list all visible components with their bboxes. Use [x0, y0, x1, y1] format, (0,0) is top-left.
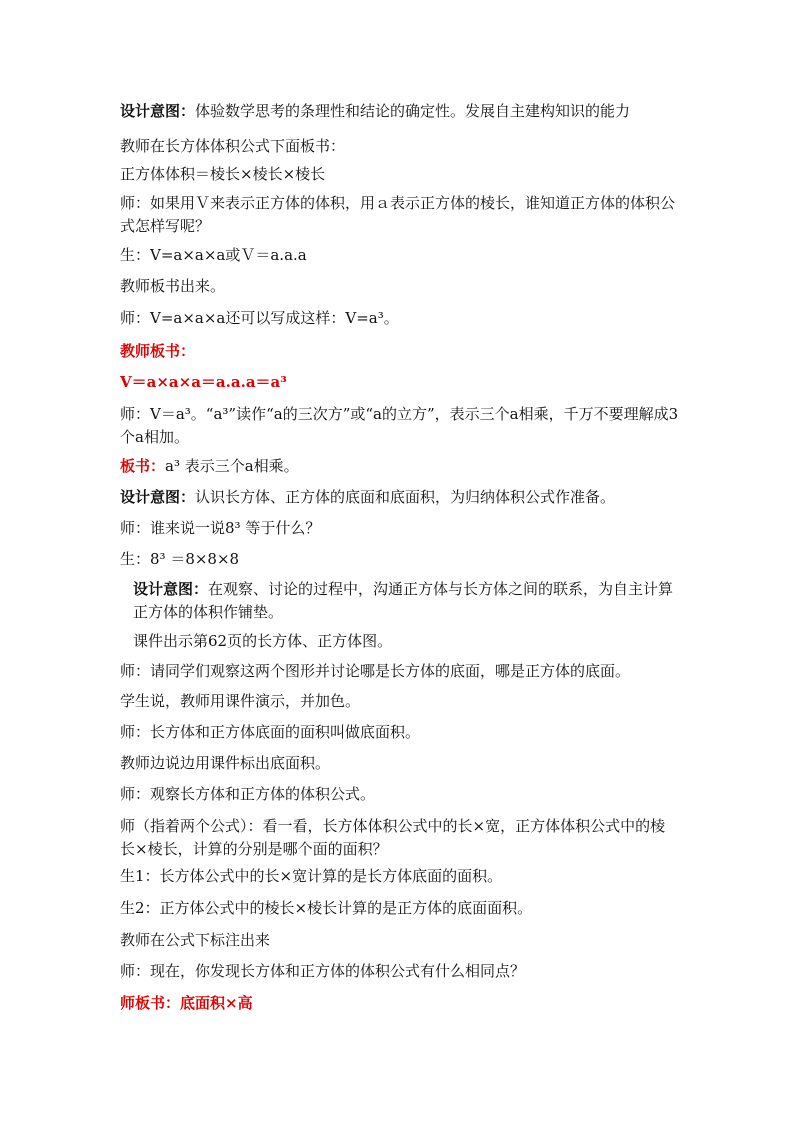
paragraph-text: 教师板书出来。	[120, 277, 226, 295]
paragraph-text: 教师在公式下标注出来	[120, 931, 271, 949]
design-intent-label: 设计意图：	[120, 102, 196, 120]
paragraph-text: 师：长方体和正方体底面的面积叫做底面积。	[120, 723, 421, 741]
paragraph-text: 师：请同学们观察这两个图形并讨论哪是长方体的底面，哪是正方体的底面。	[120, 662, 631, 680]
paragraph-board	[120, 455, 680, 478]
paragraph-text: 师：谁来说一说8³ 等于什么？	[120, 519, 321, 537]
paragraph-design-intent-1	[120, 100, 680, 123]
paragraph	[120, 403, 680, 449]
paragraph-text: 师：V＝a³。“a³”读作“a的三次方”或“a的立方”，表示三个a相乘，千万不要理解成3个a相加。	[120, 405, 679, 446]
paragraph-text: 师：如果用Ｖ来表示正方体的体积，用ａ表示正方体的棱长，谁知道正方体的体积公式怎样写呢？	[120, 194, 676, 235]
paragraph-text: 教师边说边用课件标出底面积。	[120, 754, 331, 772]
paragraph	[120, 135, 680, 158]
paragraph-design-intent-3	[133, 578, 680, 624]
paragraph-text: 师：现在，你发现长方体和正方体的体积公式有什么相同点？	[120, 962, 526, 980]
paragraph	[120, 307, 680, 330]
board-label: 板书：	[120, 457, 166, 475]
paragraph-text: 在观察、讨论的过程中，沟通正方体与长方体之间的联系，为自主计算正方体的体积作铺垫。	[133, 580, 674, 621]
paragraph	[120, 897, 680, 920]
paragraph-text: 认识长方体、正方体的底面和底面积，为归纳体积公式作准备。	[195, 488, 616, 506]
paragraph	[120, 192, 680, 238]
paragraph	[120, 783, 680, 806]
design-intent-label: 设计意图：	[133, 580, 209, 598]
paragraph-text: 生1：长方体公式中的长×宽计算的是长方体底面的面积。	[120, 867, 503, 885]
paragraph	[120, 163, 680, 186]
paragraph	[120, 660, 680, 683]
board-label: 教师板书：	[120, 342, 196, 360]
paragraph	[120, 815, 680, 861]
paragraph-text: 教师在长方体体积公式下面板书：	[120, 137, 346, 155]
paragraph	[120, 517, 680, 540]
paragraph-text: 生2：正方体公式中的棱长×棱长计算的是正方体的底面面积。	[120, 899, 533, 917]
board-label: 师板书：	[120, 994, 181, 1012]
paragraph-text: 学生说，教师用课件演示，并加色。	[120, 692, 361, 710]
paragraph-text: 师：观察长方体和正方体的体积公式。	[120, 785, 376, 803]
paragraph-text: 课件出示第62页的长方体、正方体图。	[133, 632, 393, 650]
paragraph	[120, 721, 680, 744]
paragraph	[133, 630, 693, 653]
paragraph-board-final	[120, 992, 680, 1015]
paragraph	[120, 865, 680, 888]
paragraph-text: a³ 表示三个a相乘。	[165, 457, 299, 475]
board-formula: 底面积×高	[180, 994, 253, 1012]
paragraph-text: 师（指着两个公式）：看一看，长方体体积公式中的长×宽，正方体体积公式中的棱长×棱长，计算的分别是哪个面的面积？	[120, 817, 666, 858]
paragraph-text: 体验数学思考的条理性和结论的确定性。发展自主建构知识的能力	[195, 102, 631, 120]
design-intent-label: 设计意图：	[120, 488, 196, 506]
paragraph	[120, 929, 680, 952]
paragraph	[120, 960, 680, 983]
board-formula: V＝a×a×a＝a.a.a＝a³	[120, 373, 287, 391]
paragraph	[120, 548, 680, 571]
paragraph-text: 正方体体积＝棱长×棱长×棱长	[120, 165, 326, 183]
paragraph-board-formula	[120, 371, 680, 394]
paragraph-text: 生：8³ ＝8×8×8	[120, 550, 240, 568]
paragraph-board-label	[120, 340, 680, 363]
paragraph	[120, 275, 680, 298]
paragraph	[120, 690, 680, 713]
paragraph-text: 生：V=a×a×a或Ｖ＝a.a.a	[120, 246, 307, 264]
paragraph	[120, 752, 680, 775]
paragraph	[120, 244, 680, 267]
paragraph-text: 师：V=a×a×a还可以写成这样：V=a³。	[120, 309, 399, 327]
paragraph-design-intent-2	[120, 486, 680, 509]
